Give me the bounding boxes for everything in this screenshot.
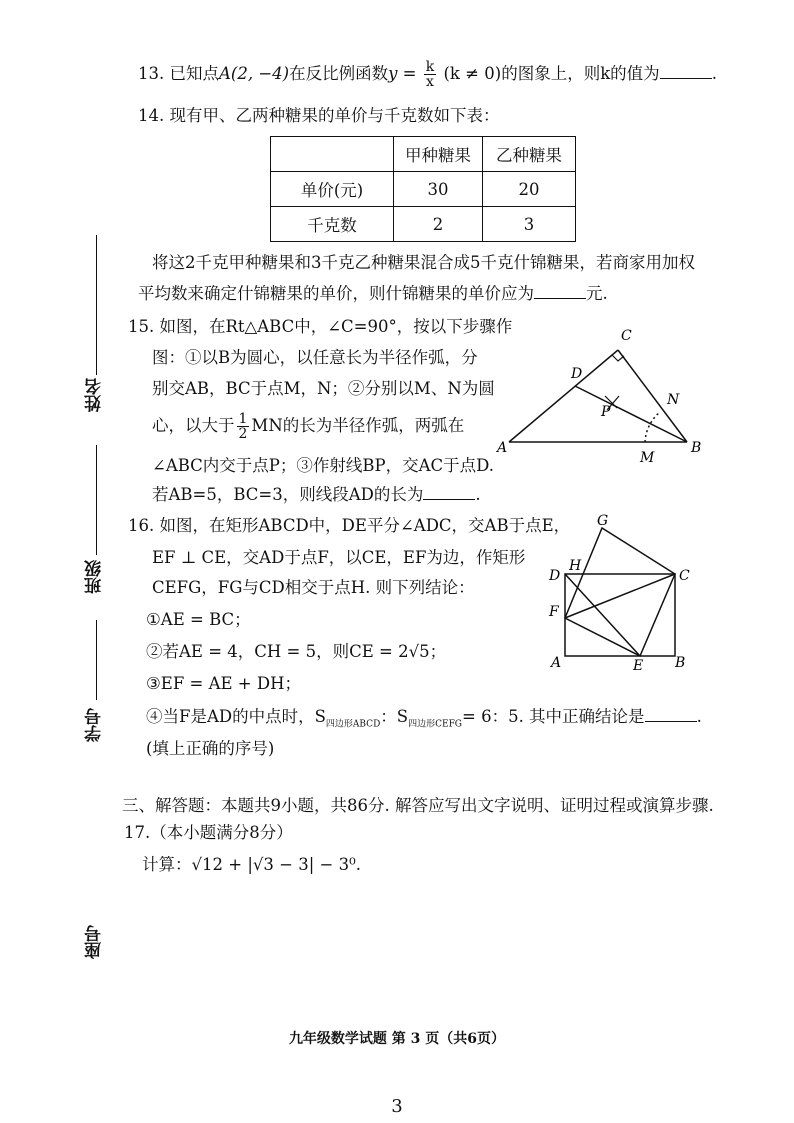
question-15-line-6: 若AB=5，BC=3，则线段AD的长为 . <box>152 485 481 504</box>
answer-blank-15[interactable] <box>423 484 475 500</box>
table-cell: 千克数 <box>271 207 394 242</box>
table-row <box>271 207 576 242</box>
table-header-cell: 乙种糖果 <box>483 137 576 172</box>
binding-line-class <box>96 445 97 555</box>
answer-blank-13[interactable] <box>660 63 712 79</box>
question-14-text-1: 将这2千克甲种糖果和3千克乙种糖果混合成5千克什锦糖果，若商家用加权 <box>152 253 695 272</box>
conclusion-1: ①AE = BC； <box>146 610 251 629</box>
binding-line-id <box>96 620 97 700</box>
conclusion-2: ②若AE = 4，CH = 5，则CE = 2√5； <box>146 642 447 661</box>
label-a: A <box>551 655 562 671</box>
side-label-id: 学号 <box>85 708 105 742</box>
label-h: H <box>569 558 582 574</box>
fraction-one-half: $\frac{1}{2}$ <box>238 411 248 442</box>
answer-blank-14[interactable] <box>534 283 586 299</box>
segment-de <box>565 574 640 656</box>
label-d: D <box>571 366 583 382</box>
table-header-row <box>271 137 576 172</box>
question-14-text-2: 平均数来确定什锦糖果的单价，则什锦糖果的单价应为 元. <box>138 284 608 303</box>
question-16-line-3: CEFG，FG与CD相交于点H. 则下列结论： <box>152 578 475 597</box>
label-c: C <box>621 328 632 344</box>
label-n: N <box>667 392 680 408</box>
label-c: C <box>679 568 690 584</box>
label-b: B <box>691 440 702 456</box>
question-13: 13. 已知点A(2, −4)在反比例函数y = $\frac{k}{x}$ (k ≠ 0)的图象上，则k的值为 . <box>138 59 717 90</box>
question-15-line-1: 15. 如图，在Rt△ABC中，∠C=90°，按以下步骤作 <box>128 317 513 336</box>
binding-line-name <box>96 235 97 375</box>
page-number: 3 <box>391 1096 403 1117</box>
question-16-line-2: EF ⊥ CE，交AD于点F，以CE，EF为边，作矩形 <box>152 548 526 567</box>
segment-ac <box>509 350 618 442</box>
table-cell: 30 <box>394 172 483 207</box>
table-cell: 2 <box>394 207 483 242</box>
question-17-title: 17.（本小题满分8分） <box>124 823 293 842</box>
label-p: P <box>601 404 611 420</box>
label-g: G <box>597 513 609 529</box>
question-14-intro: 14. 现有甲、乙两种糖果的单价与千克数如下表： <box>138 106 500 125</box>
question-15-line-4: 心，以大于 $\frac{1}{2}$ MN的长为半径作弧，两弧在 <box>152 411 465 442</box>
question-15-line-3: 别交AB，BC于点M，N；②分别以M、N为圆 <box>152 379 495 398</box>
table-header-cell <box>271 137 394 172</box>
table-cell: 3 <box>483 207 576 242</box>
page-footer: 九年级数学试题 第 3 页（共6页） <box>288 1031 506 1047</box>
table-cell: 单价(元) <box>271 172 394 207</box>
side-label-class: 班级 <box>85 560 105 594</box>
table-cell: 20 <box>483 172 576 207</box>
rectangle-abcd <box>565 574 675 656</box>
candy-table <box>270 136 576 242</box>
question-16-note: (填上正确的序号) <box>146 739 275 758</box>
table-row <box>271 172 576 207</box>
fraction-k-over-x: $\frac{k}{x}$ <box>425 59 435 90</box>
label-m: M <box>640 450 655 466</box>
label-d: D <box>549 568 561 584</box>
question-15-line-2: 图：①以B为圆心，以任意长为半径作弧，分 <box>152 348 478 367</box>
conclusion-4: ④当F是AD的中点时，$S_{四边形ABCD}$：$S_{四边形CEFG}= 6$：5. 其中正确结论是 . <box>146 707 702 730</box>
label-e: E <box>633 658 644 672</box>
question-16-line-1: 16. 如图，在矩形ABCD中，DE平分∠ADC，交AB于点E， <box>128 516 571 535</box>
question-15-line-5: ∠ABC内交于点P；③作射线BP，交AC于点D. <box>152 456 495 475</box>
side-label-name: 姓名 <box>85 378 105 412</box>
side-label-seat: 座号 <box>85 925 105 959</box>
rectangle-figure <box>545 512 705 672</box>
label-a: A <box>497 440 508 456</box>
conclusion-3: ③EF = AE + DH； <box>146 674 301 693</box>
label-b: B <box>675 655 686 671</box>
question-17-calc: 计算：√12 + |√3 − 3| − 3⁰. <box>142 855 361 874</box>
label-f: F <box>549 604 559 620</box>
triangle-figure <box>495 320 715 470</box>
section-3-heading: 三、解答题：本题共9小题，共86分. 解答应写出文字说明、证明过程或演算步骤. <box>122 796 714 815</box>
table-header-cell: 甲种糖果 <box>394 137 483 172</box>
answer-blank-16[interactable] <box>645 706 697 722</box>
